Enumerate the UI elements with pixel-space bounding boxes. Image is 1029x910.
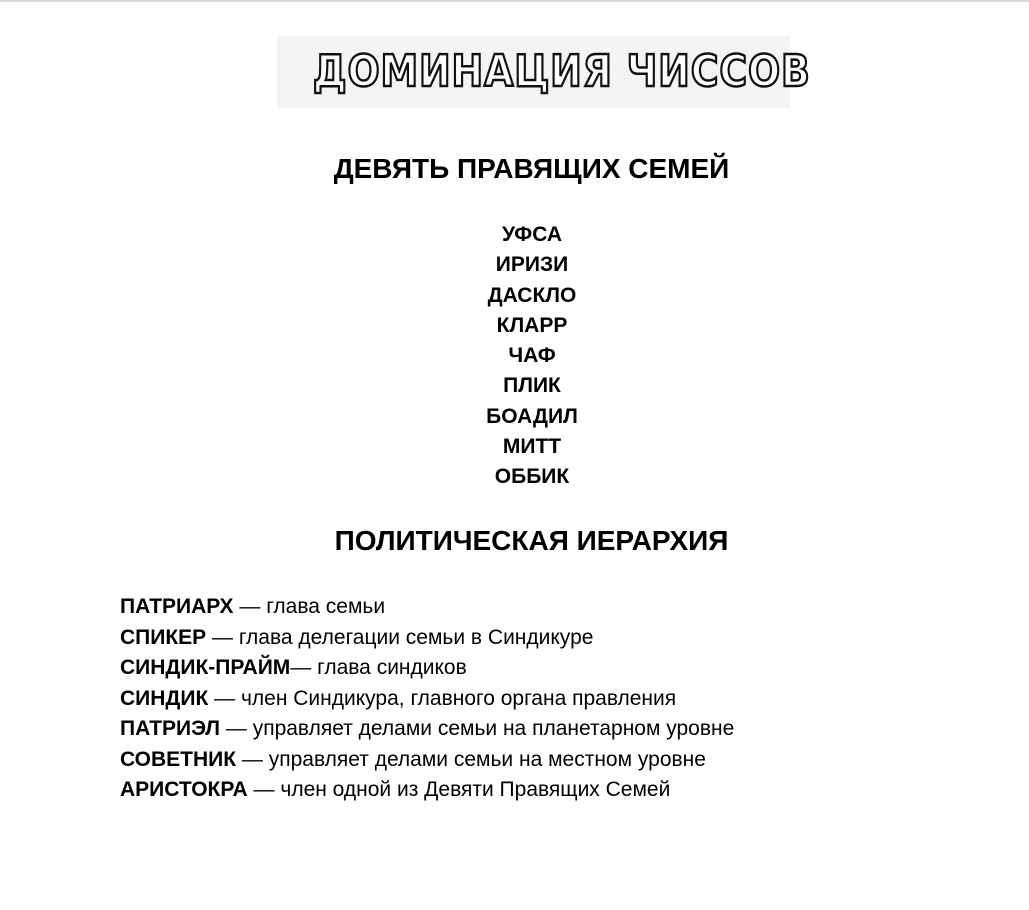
family-item: БОАДИЛ [486, 404, 578, 428]
rank-term: АРИСТОКРА [120, 778, 248, 801]
family-item: ДАСКЛО [487, 283, 577, 307]
rank-description: — глава делегации семьи в Синдикуре [206, 625, 594, 649]
rank-description: — глава синдиков [290, 656, 467, 679]
rank-item [120, 592, 920, 623]
family-item: ЧАФ [508, 344, 556, 368]
families-heading: ДЕВЯТЬ ПРАВЯЩИХ СЕМЕЙ [333, 153, 730, 184]
rank-item [120, 714, 920, 745]
rank-term: СПИКЕР [120, 625, 207, 649]
rank-description: — член Синдикура, главного органа правления [208, 686, 677, 710]
family-item: ОББИК [494, 465, 570, 489]
rank-description: — глава семьи [233, 595, 386, 618]
rank-term: СИНДИК-ПРАЙМ [120, 656, 291, 679]
top-divider [0, 0, 1029, 2]
rank-term: ПАТРИАРХ [120, 595, 234, 618]
rank-item [120, 775, 920, 806]
title-banner [277, 36, 811, 108]
rank-item [120, 623, 920, 654]
family-item: МИТТ [502, 435, 562, 459]
hierarchy-heading: ПОЛИТИЧЕСКАЯ ИЕРАРХИЯ [334, 525, 729, 556]
rank-description: — управляет делами семьи на местном уровне [236, 747, 706, 771]
family-item: ИРИЗИ [495, 253, 569, 277]
rank-term: СИНДИК [120, 686, 209, 710]
banner-title: ДОМИНАЦИЯ ЧИССОВ [312, 46, 811, 97]
rank-term: ПАТРИЭЛ [120, 717, 221, 740]
family-item: УФСА [502, 223, 562, 246]
rank-description: — член одной из Девяти Правящих Семей [247, 778, 671, 801]
rank-item [120, 745, 920, 776]
family-item: ПЛИК [503, 374, 561, 398]
hierarchy-list [120, 592, 920, 806]
rank-item [120, 653, 920, 684]
families-list [432, 220, 632, 493]
rank-description: — управляет делами семьи на планетарном уровне [220, 717, 735, 740]
family-item: КЛАРР [496, 313, 568, 337]
rank-item [120, 684, 920, 715]
rank-term: СОВЕТНИК [120, 747, 237, 771]
